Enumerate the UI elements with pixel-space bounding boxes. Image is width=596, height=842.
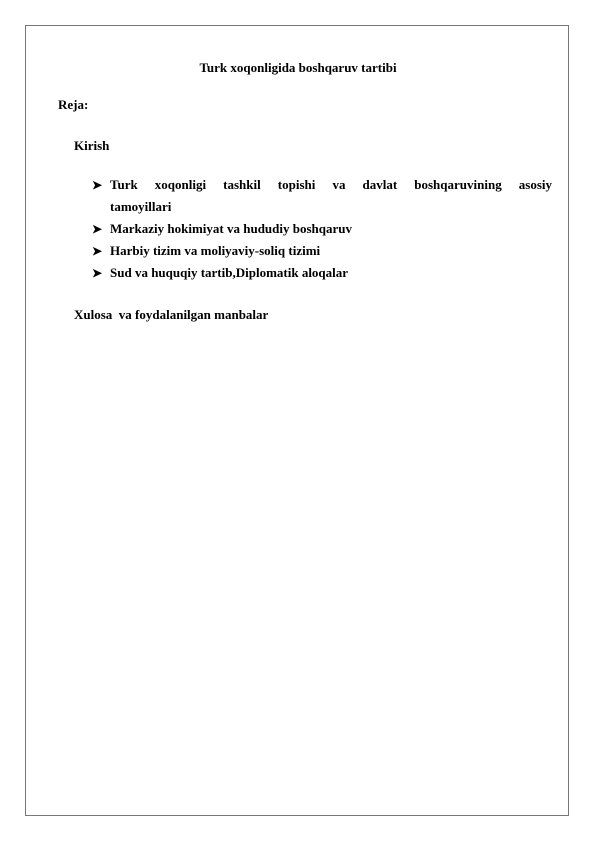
list-item-text: Sud va huquqiy tartib,Diplomatik aloqalar xyxy=(110,265,349,280)
list-item-text: Markaziy hokimiyat va hududiy boshqaruv xyxy=(110,221,353,236)
list-item-text: Turk xoqonligi tashkil topishi va davlat boshqaruvining asosiy xyxy=(110,177,552,192)
intro-item: Kirish xyxy=(74,138,110,153)
list-item xyxy=(92,240,552,262)
list-item xyxy=(92,174,552,218)
arrow-right-icon: ➤ xyxy=(92,178,103,192)
list-item xyxy=(92,218,552,240)
plan-heading: Reja: xyxy=(58,97,89,112)
plan-list xyxy=(92,174,552,284)
document-title: Turk xoqonligida boshqaruv tartibi xyxy=(199,60,397,75)
arrow-right-icon: ➤ xyxy=(92,266,103,280)
arrow-right-icon: ➤ xyxy=(92,222,103,236)
list-item-text: Harbiy tizim va moliyaviy-soliq tizimi xyxy=(110,243,321,258)
arrow-right-icon: ➤ xyxy=(92,244,103,258)
list-item-text-continued: tamoyillari xyxy=(110,199,172,214)
list-item xyxy=(92,262,552,284)
conclusion-item: Xulosa va foydalanilgan manbalar xyxy=(74,307,269,322)
